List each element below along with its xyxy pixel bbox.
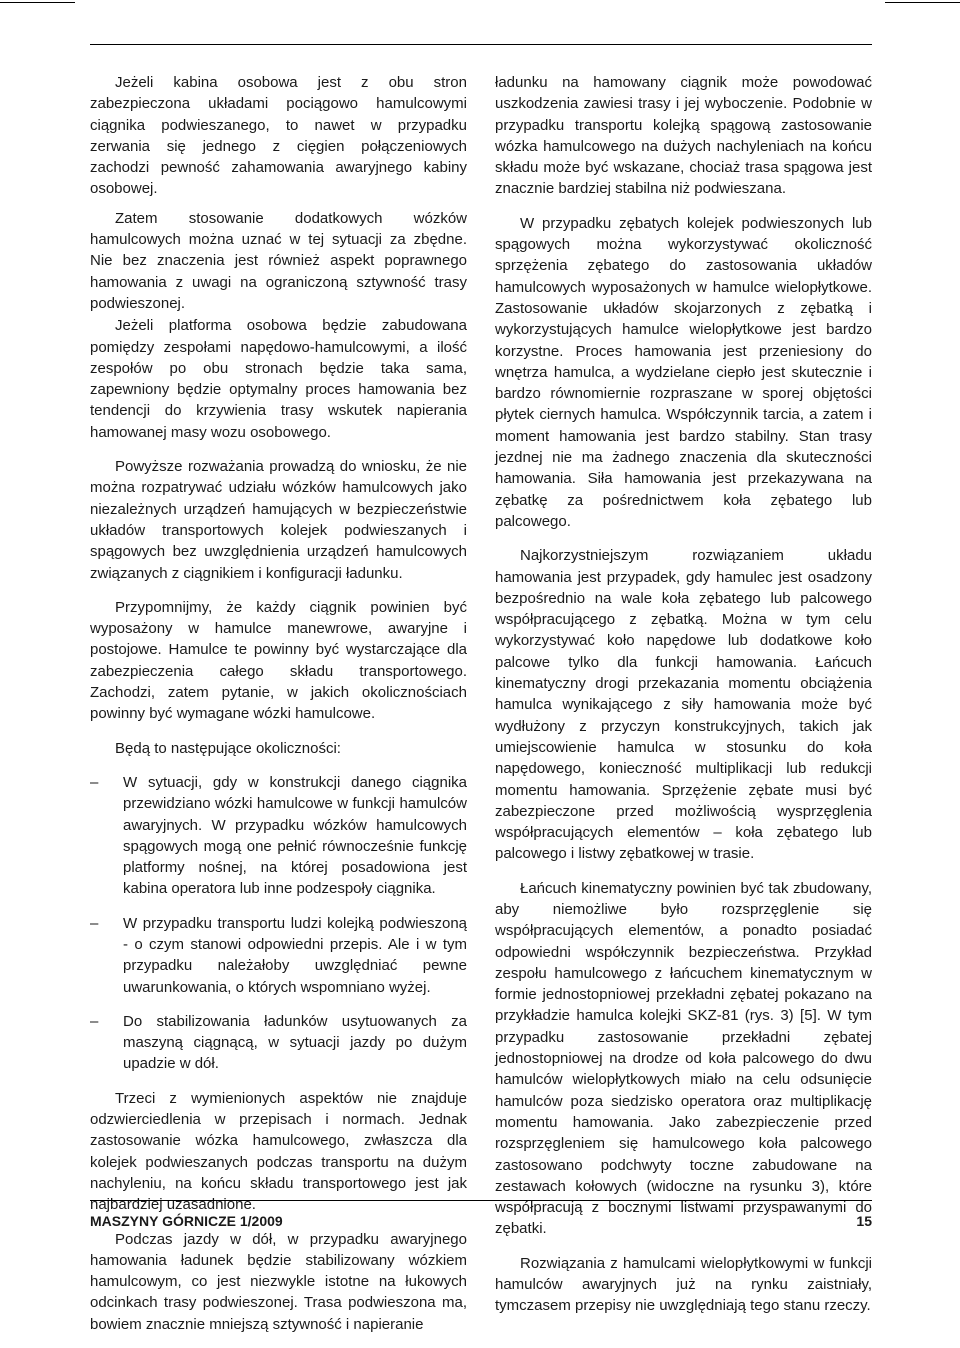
bullet-list bbox=[90, 772, 467, 1075]
paragraph: Rozwiązania z hamulcami wielopłytkowymi w funkcji hamulców awaryjnych już na rynku zaistniały, tymczasem przepisy nie uwzględniają tego stanu rzeczy. bbox=[495, 1254, 872, 1315]
paragraph: Zatem stosowanie dodatkowych wózków hamulcowych można uznać w tej sytuacji za zbędne. Nie bez znaczenia jest również aspekt poprawnego hamowania z uwagi na ograniczoną sztywność trasy podwieszonej. bbox=[90, 209, 467, 312]
paragraph: Powyższe rozważania prowadzą do wniosku, że nie można rozpatrywać udziału wózków hamulcowych jako niezależnych urządzeń hamujących w bezpieczeństwie układów transportowych kolejek podwieszanych i spągowych bez uwzględnienia urządzeń hamulcowych związanych z ciągnikiem i konfiguracji ładunku. bbox=[90, 458, 467, 582]
header-rule-left bbox=[0, 2, 75, 3]
list-item bbox=[90, 913, 467, 998]
page-number: 15 bbox=[856, 1213, 872, 1229]
paragraph: Łańcuch kinematyczny powinien być tak zbudowany, aby niemożliwe było rozsprzęglenie się współpracujących elementów, a ponadto posiadać odpowiedni współczynnik bezpieczeństwa. Przykład zespołu hamulcowego z łańcuchem kinematycznym w formie jednostopniowej przekładni zębatej pokazano na przykładzie hamulca kolejki SKZ-81 (rys. 3) [5]. W tym przypadku zastosowanie przekładni zębatej jednostopniowej na drodze od koła palcowego do dwu hamulców wielopłytkowych miało na celu odsunięcie hamulców poza siedzisko operatora oraz multiplikację momentu hamowania. Jako zabezpieczenie przed rozsprzęgleniem się hamulcowego koła palcowego zastosowano podchwyty toczne zabudowane na zestawach kołowych (widoczne na rysunku 3), które współpracują z bocznymi listwami przyspawanymi do zębatki. bbox=[495, 879, 872, 1238]
left-column bbox=[90, 72, 467, 1348]
paragraph: Trzeci z wymienionych aspektów nie znajduje odzwierciedlenia w przepisach i normach. Jednak zastosowanie wózka hamulcowego, zwłaszcza dla kolejek podwieszanych podczas transportu na dużym nachyleniu, na końcu składu transportowego jest jak najbardziej uzasadnione. bbox=[90, 1089, 467, 1214]
list-item bbox=[90, 1011, 467, 1075]
right-column bbox=[495, 72, 872, 1330]
paragraph: W przypadku zębatych kolejek podwieszonych lub spągowych można wykorzystywać okoliczność sprzężenia zębatego do zastosowania układów hamulcowych wyposażonych w hamulce wielopłytkowe. Zastosowanie układów skojarzonych z zębatką i wykorzystujących hamulce wielopłytkowe jest bardzo korzystne. Proces hamowania jest przeniesiony do wnętrza hamulca, a wydzielane ciepło jest skutecznie i bardzo równomiernie rozpraszane w sporej objętości płytek ciernych hamulca. Współczynnik tarcia, a zatem i moment hamowania jest bardzo stabilny. Stan trasy jezdnej nie ma żadnego znaczenia dla skuteczności hamowania. Siła hamowania jest przekazywana na zębatkę za pośrednictwem koła zębatego lub palcowego. bbox=[495, 214, 872, 530]
journal-title: MASZYNY GÓRNICZE 1/2009 bbox=[90, 1213, 283, 1229]
paragraph: ładunku na hamowany ciągnik może powodować uszkodzenia zawiesi trasy i jej wyboczenie. Podobnie w przypadku transportu kolejką spągową zastosowanie wózka hamulcowego na dużych nachyleniach na końcu składu może być wskazane, chociaż trasa spągowa jest znacznie bardziej stabilna niż podwieszana. bbox=[495, 74, 872, 198]
dash-marker: – bbox=[90, 914, 99, 932]
paragraph: Będą to następujące okoliczności: bbox=[115, 739, 341, 757]
dash-marker: – bbox=[90, 773, 99, 791]
header-rule-right bbox=[885, 2, 960, 3]
page-footer bbox=[90, 1200, 872, 1231]
paragraph: Podczas jazdy w dół, w przypadku awaryjnego hamowania ładunek będzie stabilizowany wózkiem hamulcowym, co jest niezwykle istotne na łukowych odcinkach trasy podwieszonej. Trasa podwieszona ma, bowiem znacznie mniejszą sztywność i napieranie bbox=[90, 1230, 467, 1333]
paragraph: Jeżeli platforma osobowa będzie zabudowana pomiędzy zespołami napędowo-hamulcowymi, a ilość zespołów po obu stronach będzie taka sama, zapewniony będzie optymalny proces hamowania bez tendencji do krzywienia trasy wskutek napierania hamowanej masy wozu osobowego. bbox=[90, 317, 467, 441]
list-item-text: W sytuacji, gdy w konstrukcji danego ciągnika przewidziano wózki hamulcowe w funkcji hamulców awaryjnych. W przypadku wózków hamulcowych spągowych mogą one pełnić równocześnie funkcję platformy nośnej, na której posadowiona jest kabina operatora lub inne podzespoły ciągnika. bbox=[123, 773, 467, 898]
list-item-text: Do stabilizowania ładunków usytuowanych za maszyną ciągnącą, w sytuacji jazdy po dużym upadzie w dół. bbox=[123, 1012, 467, 1073]
paragraph: Najkorzystniejszym rozwiązaniem układu hamowania jest przypadek, gdy hamulec jest osadzony bezpośrednio na wale koła zębatego lub palcowego współpracującego z zębatką. Można w tym celu wykorzystywać koło napędowe lub dodatkowe koło palcowe tylko dla funkcji hamowania. Łańcuch kinematyczny drogi przekazania momentu obciążenia hamulca wynikającego z siły hamowania może być wydłużony z przyczyn konstrukcyjnych, takich jak umiejscowienie hamulca w stosunku do koła napędowego, konieczność multiplikacji lub redukcji momentu hamowania. Sprzężenie zębate musi być zabezpieczone przed możliwością wysprzęglenia współpracujących elementów – koła zębatego lub palcowego i listwy zębatkowej w trasie. bbox=[495, 547, 872, 863]
dash-marker: – bbox=[90, 1012, 99, 1030]
list-item-text: W przypadku transportu ludzi kolejką podwieszoną - o czym stanowi odpowiedni przepis. Ale i w tym przypadku należałoby uwzględniać pewne uwarunkowania, o których wspomniano wyżej. bbox=[123, 914, 467, 996]
paragraph: Jeżeli kabina osobowa jest z obu stron zabezpieczona układami pociągowo hamulcowymi ciągnika podwieszanego, to nawet w przypadku zerwania się jednego z cięgien połączeniowych zachodzi pewność zahamowania awaryjnego kabiny osobowej. bbox=[90, 74, 467, 198]
paragraph: Przypomnijmy, że każdy ciągnik powinien być wyposażony w hamulce manewrowe, awaryjne i postojowe. Hamulce te powinny być wystarczające dla zabezpieczenia całego składu transportowego. Zachodzi, zatem pytanie, w jakich okolicznościach powinny być wymagane wózki hamulcowe. bbox=[90, 598, 467, 723]
header-rule bbox=[90, 44, 872, 45]
list-item bbox=[90, 772, 467, 900]
